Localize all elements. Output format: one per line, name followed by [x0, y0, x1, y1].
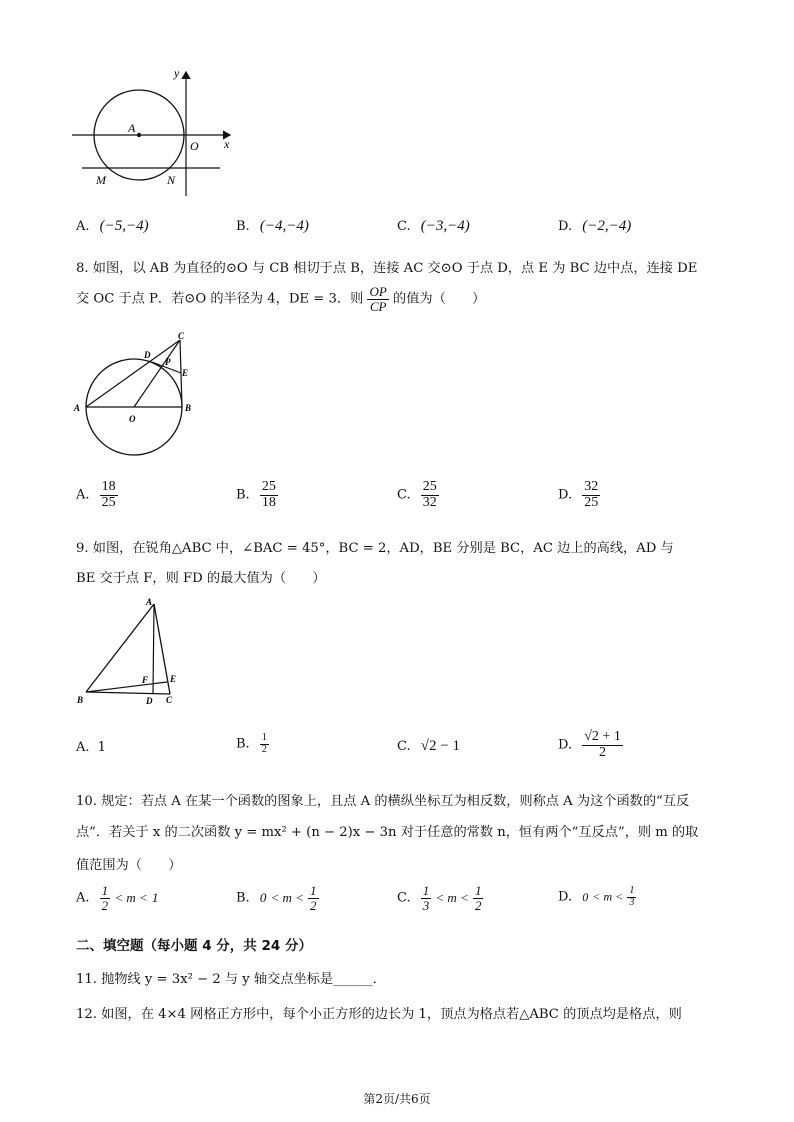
q7-option-b-letter: B. — [236, 219, 250, 234]
svg-text:D: D — [146, 696, 153, 706]
svg-text:A: A — [128, 121, 136, 135]
q7-option-c-letter: C. — [397, 219, 411, 234]
q10-option-d-right-fraction: $\frac{1}{3}$ — [629, 885, 635, 908]
q8-line2-pre: 交 OC 于点 P．若⊙O 的半径为 4，DE = 3．则 — [76, 291, 364, 307]
q10-option-b-mid: < m < — [270, 890, 304, 906]
q7-option-b-value: (−4,−4) — [259, 218, 309, 234]
q9-side-bc — [86, 692, 170, 694]
svg-text:y: y — [174, 66, 180, 80]
q10-option-a-letter: A. — [76, 890, 90, 906]
q9-option-b-fraction: $\frac{1}{2}$ — [261, 732, 267, 755]
q8-option-d — [558, 480, 600, 510]
svg-text:M: M — [96, 173, 106, 187]
q8-option-c — [397, 480, 439, 510]
q9-altitude-ad — [153, 604, 154, 693]
q10-option-b — [236, 884, 319, 912]
svg-text:A: A — [146, 597, 153, 607]
q8-option-b — [236, 480, 278, 510]
q10-option-c — [397, 884, 483, 912]
q10-option-d-mid: < m < — [592, 889, 624, 904]
q10-option-c-letter: C. — [397, 890, 411, 906]
q9-option-a-value: 1 — [97, 740, 106, 755]
q10-option-c-left-fraction: $\frac{1}{3}$ — [422, 883, 430, 913]
q9-option-d-fraction: $\frac{√2 + 1}{2}$ — [584, 729, 621, 760]
page-footer: 第2页/共6页 — [363, 1092, 431, 1106]
q8-option-a-fraction: $\frac{18}{25}$ — [101, 479, 116, 510]
q10-option-b-letter: B. — [236, 890, 250, 906]
q9-option-d — [558, 730, 623, 760]
q11-line: 11. 抛物线 y = 3x² − 2 与 y 轴交点坐标是______． — [76, 972, 386, 987]
q12-line: 12. 如图，在 4×4 网格正方形中，每个小正方形的边长为 1，顶点为格点若△ABC 的顶点均是格点，则 — [76, 1007, 682, 1022]
q10-option-a-mid: < m < — [114, 890, 148, 906]
q9-option-d-letter: D. — [558, 737, 573, 753]
q7-point-a — [137, 133, 141, 137]
q10-option-a-left-fraction: $\frac{1}{2}$ — [101, 883, 109, 913]
svg-text:F: F — [142, 675, 149, 685]
q9-line2: BE 交于点 F，则 FD 的最大值为（ ） — [76, 571, 326, 586]
svg-text:N: N — [167, 173, 176, 187]
svg-text:P: P — [165, 357, 171, 367]
q9-side-ac — [154, 604, 170, 694]
q8-figure — [72, 332, 202, 457]
q10-line3: 值范围为（ ） — [76, 858, 182, 873]
svg-text:C: C — [178, 332, 185, 341]
q9-figure — [74, 596, 194, 712]
svg-text:x: x — [224, 137, 230, 151]
q10-option-b-right-fraction: $\frac{1}{2}$ — [310, 883, 317, 913]
svg-text:C: C — [166, 695, 173, 705]
q7-option-a-value: (−5,−4) — [99, 218, 149, 234]
q8-ratio-fraction: $\frac{OP}{CP}$ — [369, 284, 387, 314]
svg-text:D: D — [144, 350, 151, 360]
q10-option-d-left: 0 — [582, 889, 589, 904]
q7-option-d — [558, 218, 631, 235]
q8-line1: 8. 如图，以 AB 为直径的⊙O 与 CB 相切于点 B，连接 AC 交⊙O 于点 D，点 E 为 BC 边中点，连接 DE — [76, 261, 698, 276]
q10-option-c-right-fraction: $\frac{1}{2}$ — [474, 883, 482, 913]
q10-line1: 10. 规定：若点 A 在某一个函数的图象上，且点 A 的横纵坐标互为相反数，则称点 A 为这个函数的“互反 — [76, 794, 690, 809]
svg-text:E: E — [182, 368, 189, 378]
q9-option-a — [76, 740, 106, 755]
q8-option-c-letter: C. — [397, 487, 411, 503]
svg-text:O: O — [190, 139, 199, 153]
q10-option-c-mid: < m < — [435, 890, 469, 906]
q9-option-b-letter: B. — [236, 736, 250, 752]
q8-option-b-fraction: $\frac{25}{18}$ — [261, 479, 276, 510]
q10-line2: 点”．若关于 x 的二次函数 y = mx² + (n − 2)x − 3n 对于任意的常数 n，恒有两个“互反点”，则 m 的取 — [76, 825, 699, 840]
q7-option-a — [76, 218, 149, 235]
q8-option-b-letter: B. — [236, 487, 250, 503]
q9-option-b — [236, 733, 269, 755]
q7-option-a-letter: A. — [76, 219, 90, 234]
q10-option-d — [558, 886, 636, 908]
q9-altitude-be — [86, 682, 167, 692]
q10-option-a — [76, 884, 158, 912]
q10-option-a-right: 1 — [151, 890, 159, 906]
q10-option-b-left: 0 — [259, 890, 267, 906]
q7-option-b — [236, 218, 309, 235]
q9-option-c-letter: C. — [397, 739, 411, 754]
q7-option-c — [397, 218, 470, 235]
q9-option-c — [397, 738, 460, 755]
svg-text:B: B — [77, 695, 84, 705]
q9-option-a-letter: A. — [76, 740, 90, 755]
q8-option-d-fraction: $\frac{32}{25}$ — [584, 479, 599, 510]
q7-figure — [70, 64, 240, 199]
q8-line2 — [76, 285, 485, 313]
q7-option-c-value: (−3,−4) — [420, 218, 470, 234]
q8-option-d-letter: D. — [558, 487, 573, 503]
svg-text:A: A — [74, 403, 81, 413]
q10-option-d-letter: D. — [558, 889, 573, 905]
q9-line1: 9. 如图，在锐角△ABC 中，∠BAC = 45°，BC = 2，AD，BE 分别是 BC，AC 边上的高线，AD 与 — [76, 541, 674, 556]
q8-option-a — [76, 480, 118, 510]
q8-line-oc — [134, 340, 180, 407]
q8-line2-post: 的值为（ ） — [393, 291, 486, 307]
q8-option-c-fraction: $\frac{25}{32}$ — [422, 479, 437, 510]
section-heading-fill-in: 二、填空题（每小题 4 分，共 24 分） — [76, 938, 312, 954]
svg-text:B: B — [185, 403, 192, 413]
q7-option-d-value: (−2,−4) — [582, 218, 632, 234]
q8-option-a-letter: A. — [76, 487, 90, 503]
svg-text:E: E — [170, 674, 177, 684]
svg-text:O: O — [129, 414, 136, 424]
q9-option-c-value: √2 − 1 — [420, 738, 460, 754]
q7-option-d-letter: D. — [558, 219, 573, 234]
